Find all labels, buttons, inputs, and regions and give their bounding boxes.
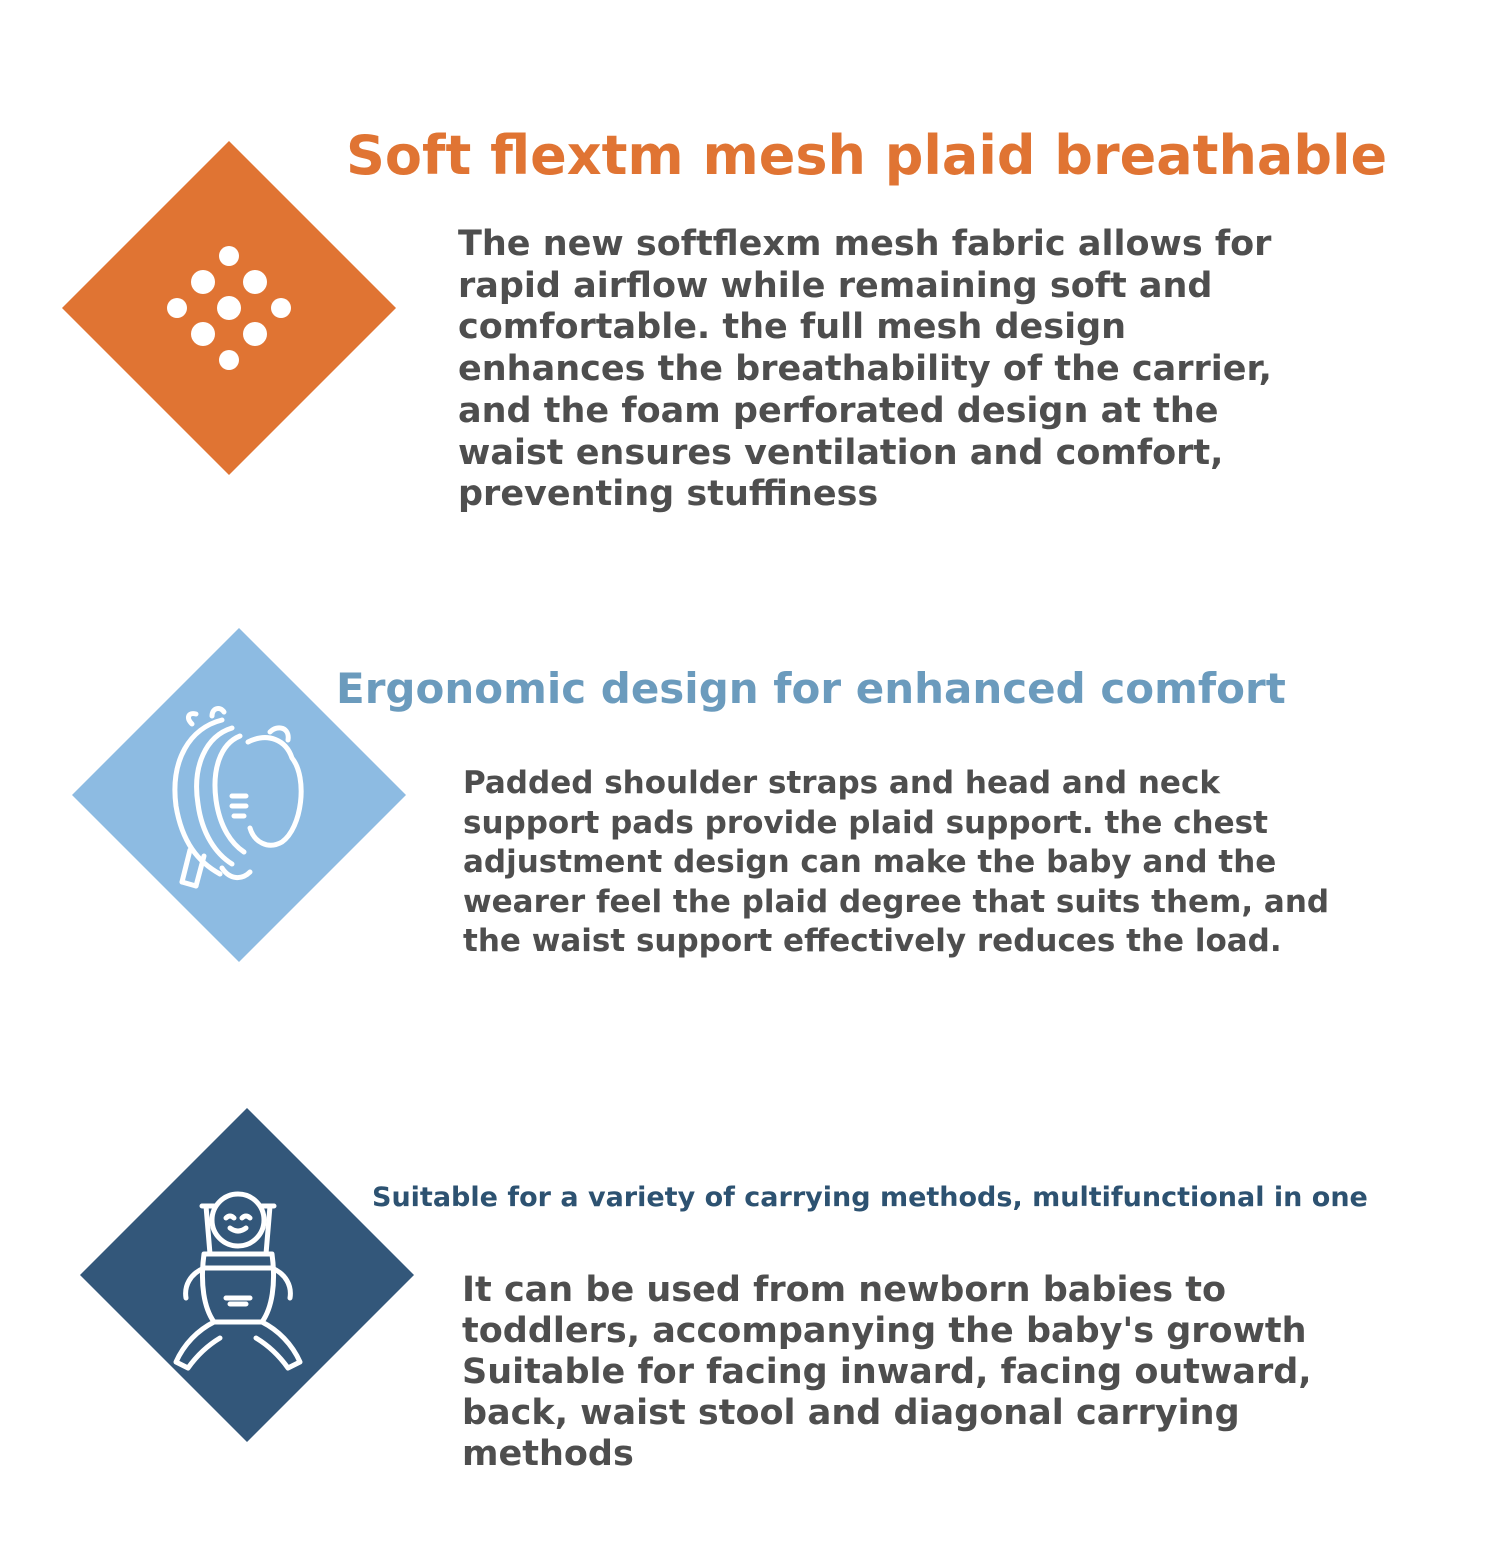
feature-title: Ergonomic design for enhanced comfort bbox=[336, 664, 1286, 713]
description-line: It can be used from newborn babies to bbox=[462, 1270, 1227, 1310]
feature-description bbox=[458, 224, 1272, 516]
description-line: wearer feel the plaid degree that suits them, and bbox=[463, 883, 1330, 920]
description-line: adjustment design can make the baby and the bbox=[463, 844, 1277, 881]
baby-in-carrier-icon bbox=[80, 1108, 414, 1442]
description-line: rapid airflow while remaining soft and bbox=[458, 265, 1213, 306]
feature-title: Suitable for a variety of carrying methods, multifunctional in one bbox=[372, 1182, 1368, 1213]
feature-description bbox=[463, 764, 1329, 962]
feature-description bbox=[462, 1270, 1312, 1475]
feature-title: Soft flextm mesh plaid breathable bbox=[346, 124, 1388, 187]
feature-breathable bbox=[0, 0, 1500, 560]
description-line: comfortable. the full mesh design bbox=[458, 307, 1127, 348]
description-line: and the foam perforated design at the bbox=[458, 390, 1219, 431]
description-line: The new softflexm mesh fabric allows for bbox=[458, 224, 1272, 264]
description-line: support pads provide plaid support. the chest bbox=[463, 804, 1268, 841]
description-line: toddlers, accompanying the baby's growth bbox=[462, 1311, 1307, 1351]
feature-ergonomic bbox=[0, 600, 1500, 1020]
description-line: methods bbox=[462, 1434, 634, 1474]
description-line: waist ensures ventilation and comfort, bbox=[458, 432, 1224, 473]
description-line: enhances the breathability of the carrier, bbox=[458, 349, 1272, 390]
description-line: preventing stuffiness bbox=[458, 474, 879, 515]
description-line: the waist support effectively reduces the load. bbox=[463, 923, 1282, 960]
feature-multifunctional bbox=[0, 1080, 1500, 1561]
description-line: back, waist stool and diagonal carrying bbox=[462, 1393, 1240, 1433]
description-line: Suitable for facing inward, facing outward, bbox=[462, 1352, 1312, 1392]
breathable-dots-icon bbox=[62, 141, 396, 475]
description-line: Padded shoulder straps and head and neck bbox=[463, 765, 1220, 801]
